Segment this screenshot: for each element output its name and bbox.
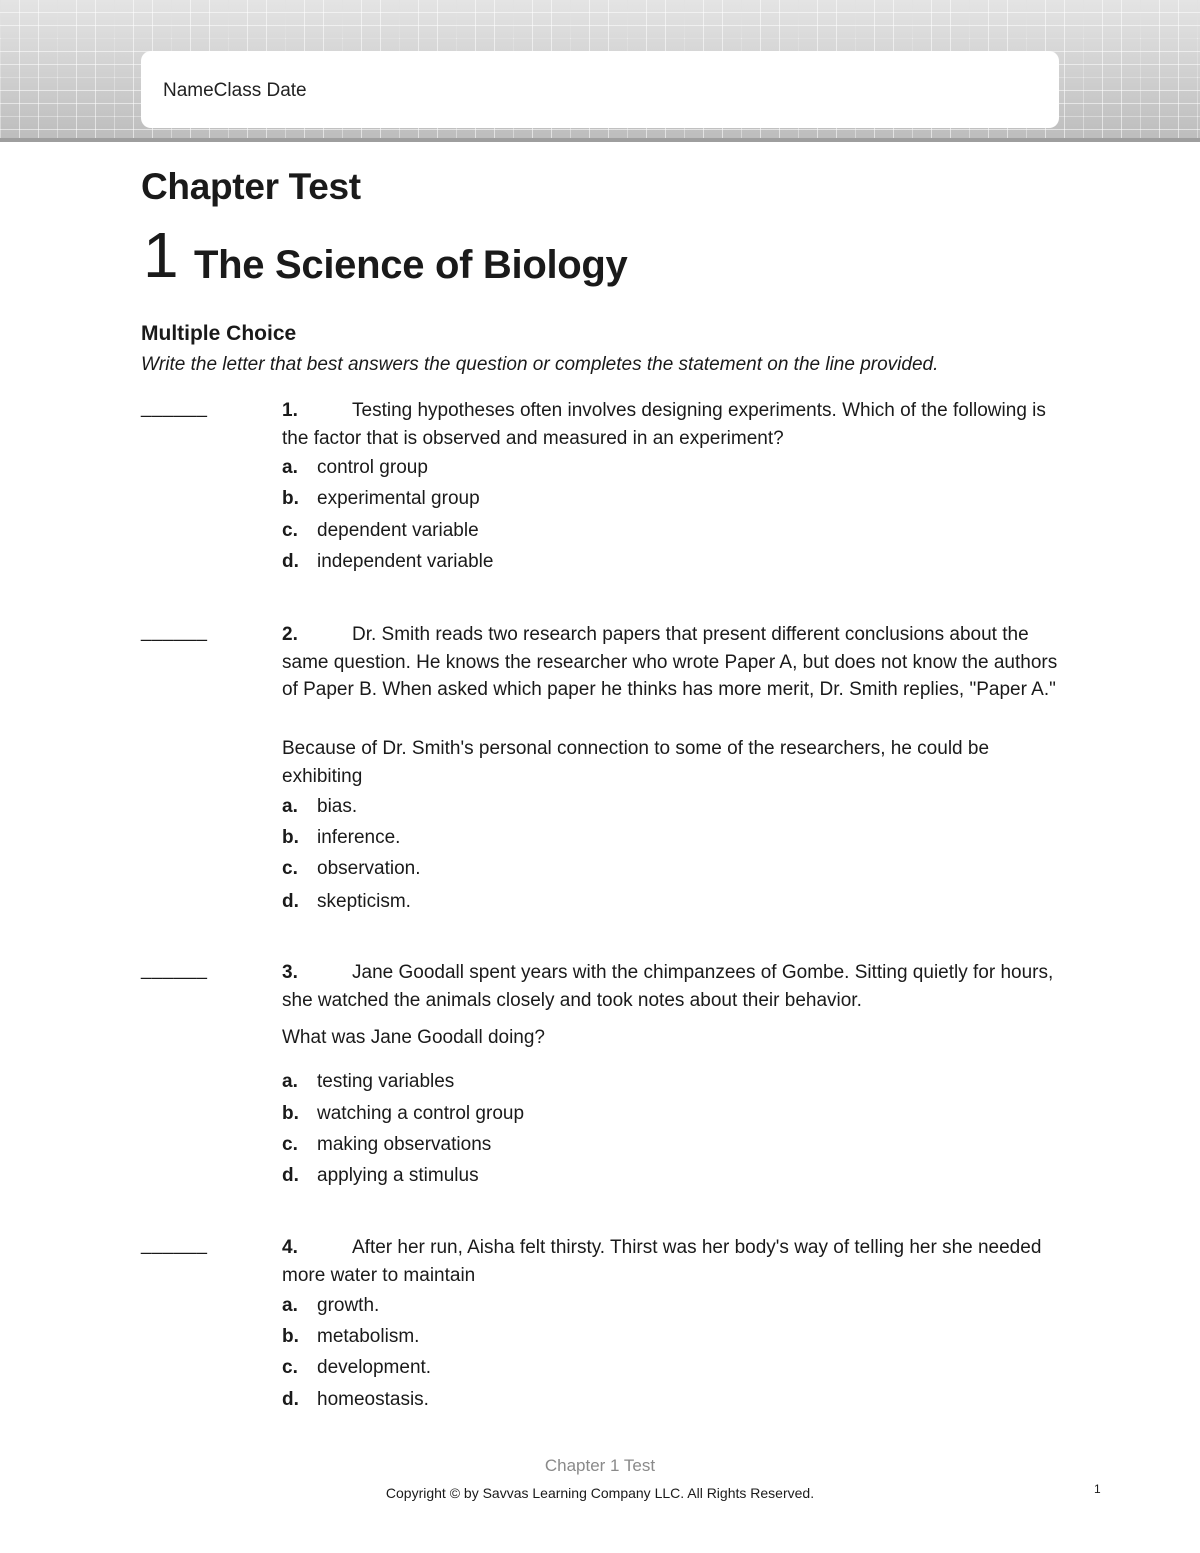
question-stem: Jane Goodall spent years with the chimpanzees of Gombe. Sitting quietly for hours, she watched the animals closely and took notes about their behavior. [282,962,1054,1011]
option-b [282,1326,419,1354]
question-text [282,959,1067,1014]
option-text: metabolism. [317,1326,420,1347]
option-text: experimental group [317,488,480,509]
question-number: 2. [282,624,298,645]
option-text: watching a control group [317,1103,525,1124]
option-d [282,1389,429,1417]
option-letter: a. [282,1295,298,1316]
option-a [282,796,357,824]
option-text: skepticism. [317,891,411,912]
question-prompt: Because of Dr. Smith's personal connection to some of the researchers, he could be exhibiting [282,738,990,787]
chapter-number: 1 [143,219,179,291]
option-c [282,858,421,886]
footer-title: Chapter 1 Test [544,1456,656,1475]
question-prompt: What was Jane Goodall doing? [282,1027,545,1048]
option-b [282,488,480,516]
option-text: independent variable [317,551,494,572]
option-text: growth. [317,1295,380,1316]
option-d [282,891,411,919]
answer-blank[interactable]: ______ [141,1234,208,1255]
option-letter: d. [282,891,299,912]
question-stem: Dr. Smith reads two research papers that present different conclusions about the same question. He knows the researcher who wrote Paper A, but does not know the authors of Paper B. When asked which paper he thinks has more merit, Dr. Smith replies, "Paper A." [282,624,1058,700]
page-number: 1 [1094,1482,1101,1496]
option-letter: a. [282,457,298,478]
question-number: 4. [282,1237,298,1258]
name-class-date-label: NameClass Date [163,80,307,101]
option-b [282,827,400,855]
option-letter: d. [282,1165,299,1186]
option-letter: a. [282,1071,298,1092]
option-letter: d. [282,551,299,572]
option-c [282,1357,431,1385]
option-text: bias. [317,796,358,817]
option-c [282,1134,491,1162]
chapter-test-heading: Chapter Test [141,166,361,207]
question-stem: After her run, Aisha felt thirsty. Thirst was her body's way of telling her she needed more water to maintain [282,1237,1042,1286]
name-class-date-box [141,51,1059,128]
chapter-title: The Science of Biology [194,243,628,287]
option-text: applying a stimulus [317,1165,479,1186]
option-letter: b. [282,1326,299,1347]
option-a [282,1295,379,1323]
option-letter: a. [282,796,298,817]
question-text [282,621,1067,704]
option-text: making observations [317,1134,492,1155]
option-letter: c. [282,1357,298,1378]
option-a [282,457,428,485]
option-text: observation. [317,858,421,879]
option-d [282,551,493,579]
question-number: 3. [282,962,298,983]
option-letter: b. [282,488,299,509]
copyright-notice: Copyright © by Savvas Learning Company LLC. All Rights Reserved. [385,1485,815,1501]
question-text [282,1234,1067,1289]
option-letter: c. [282,1134,298,1155]
option-c [282,520,479,548]
option-letter: c. [282,520,298,541]
option-text: development. [317,1357,432,1378]
option-letter: d. [282,1389,299,1410]
option-letter: c. [282,858,298,879]
option-text: control group [317,457,428,478]
option-letter: b. [282,827,299,848]
option-text: inference. [317,827,401,848]
option-text: dependent variable [317,520,479,541]
question-stem: Testing hypotheses often involves designing experiments. Which of the following is the factor that is observed and measured in an experiment? [282,400,1046,449]
header-divider [0,138,1200,142]
question-text [282,397,1067,452]
question-number: 1. [282,400,298,421]
option-d [282,1165,479,1193]
option-b [282,1103,524,1131]
option-text: homeostasis. [317,1389,429,1410]
answer-blank[interactable]: ______ [141,621,208,642]
option-text: testing variables [317,1071,455,1092]
option-a [282,1071,454,1099]
section-heading: Multiple Choice [141,322,297,345]
answer-blank[interactable]: ______ [141,959,208,980]
section-instructions: Write the letter that best answers the question or completes the statement on the line provided. [141,354,939,375]
option-letter: b. [282,1103,299,1124]
answer-blank[interactable]: ______ [141,397,208,418]
